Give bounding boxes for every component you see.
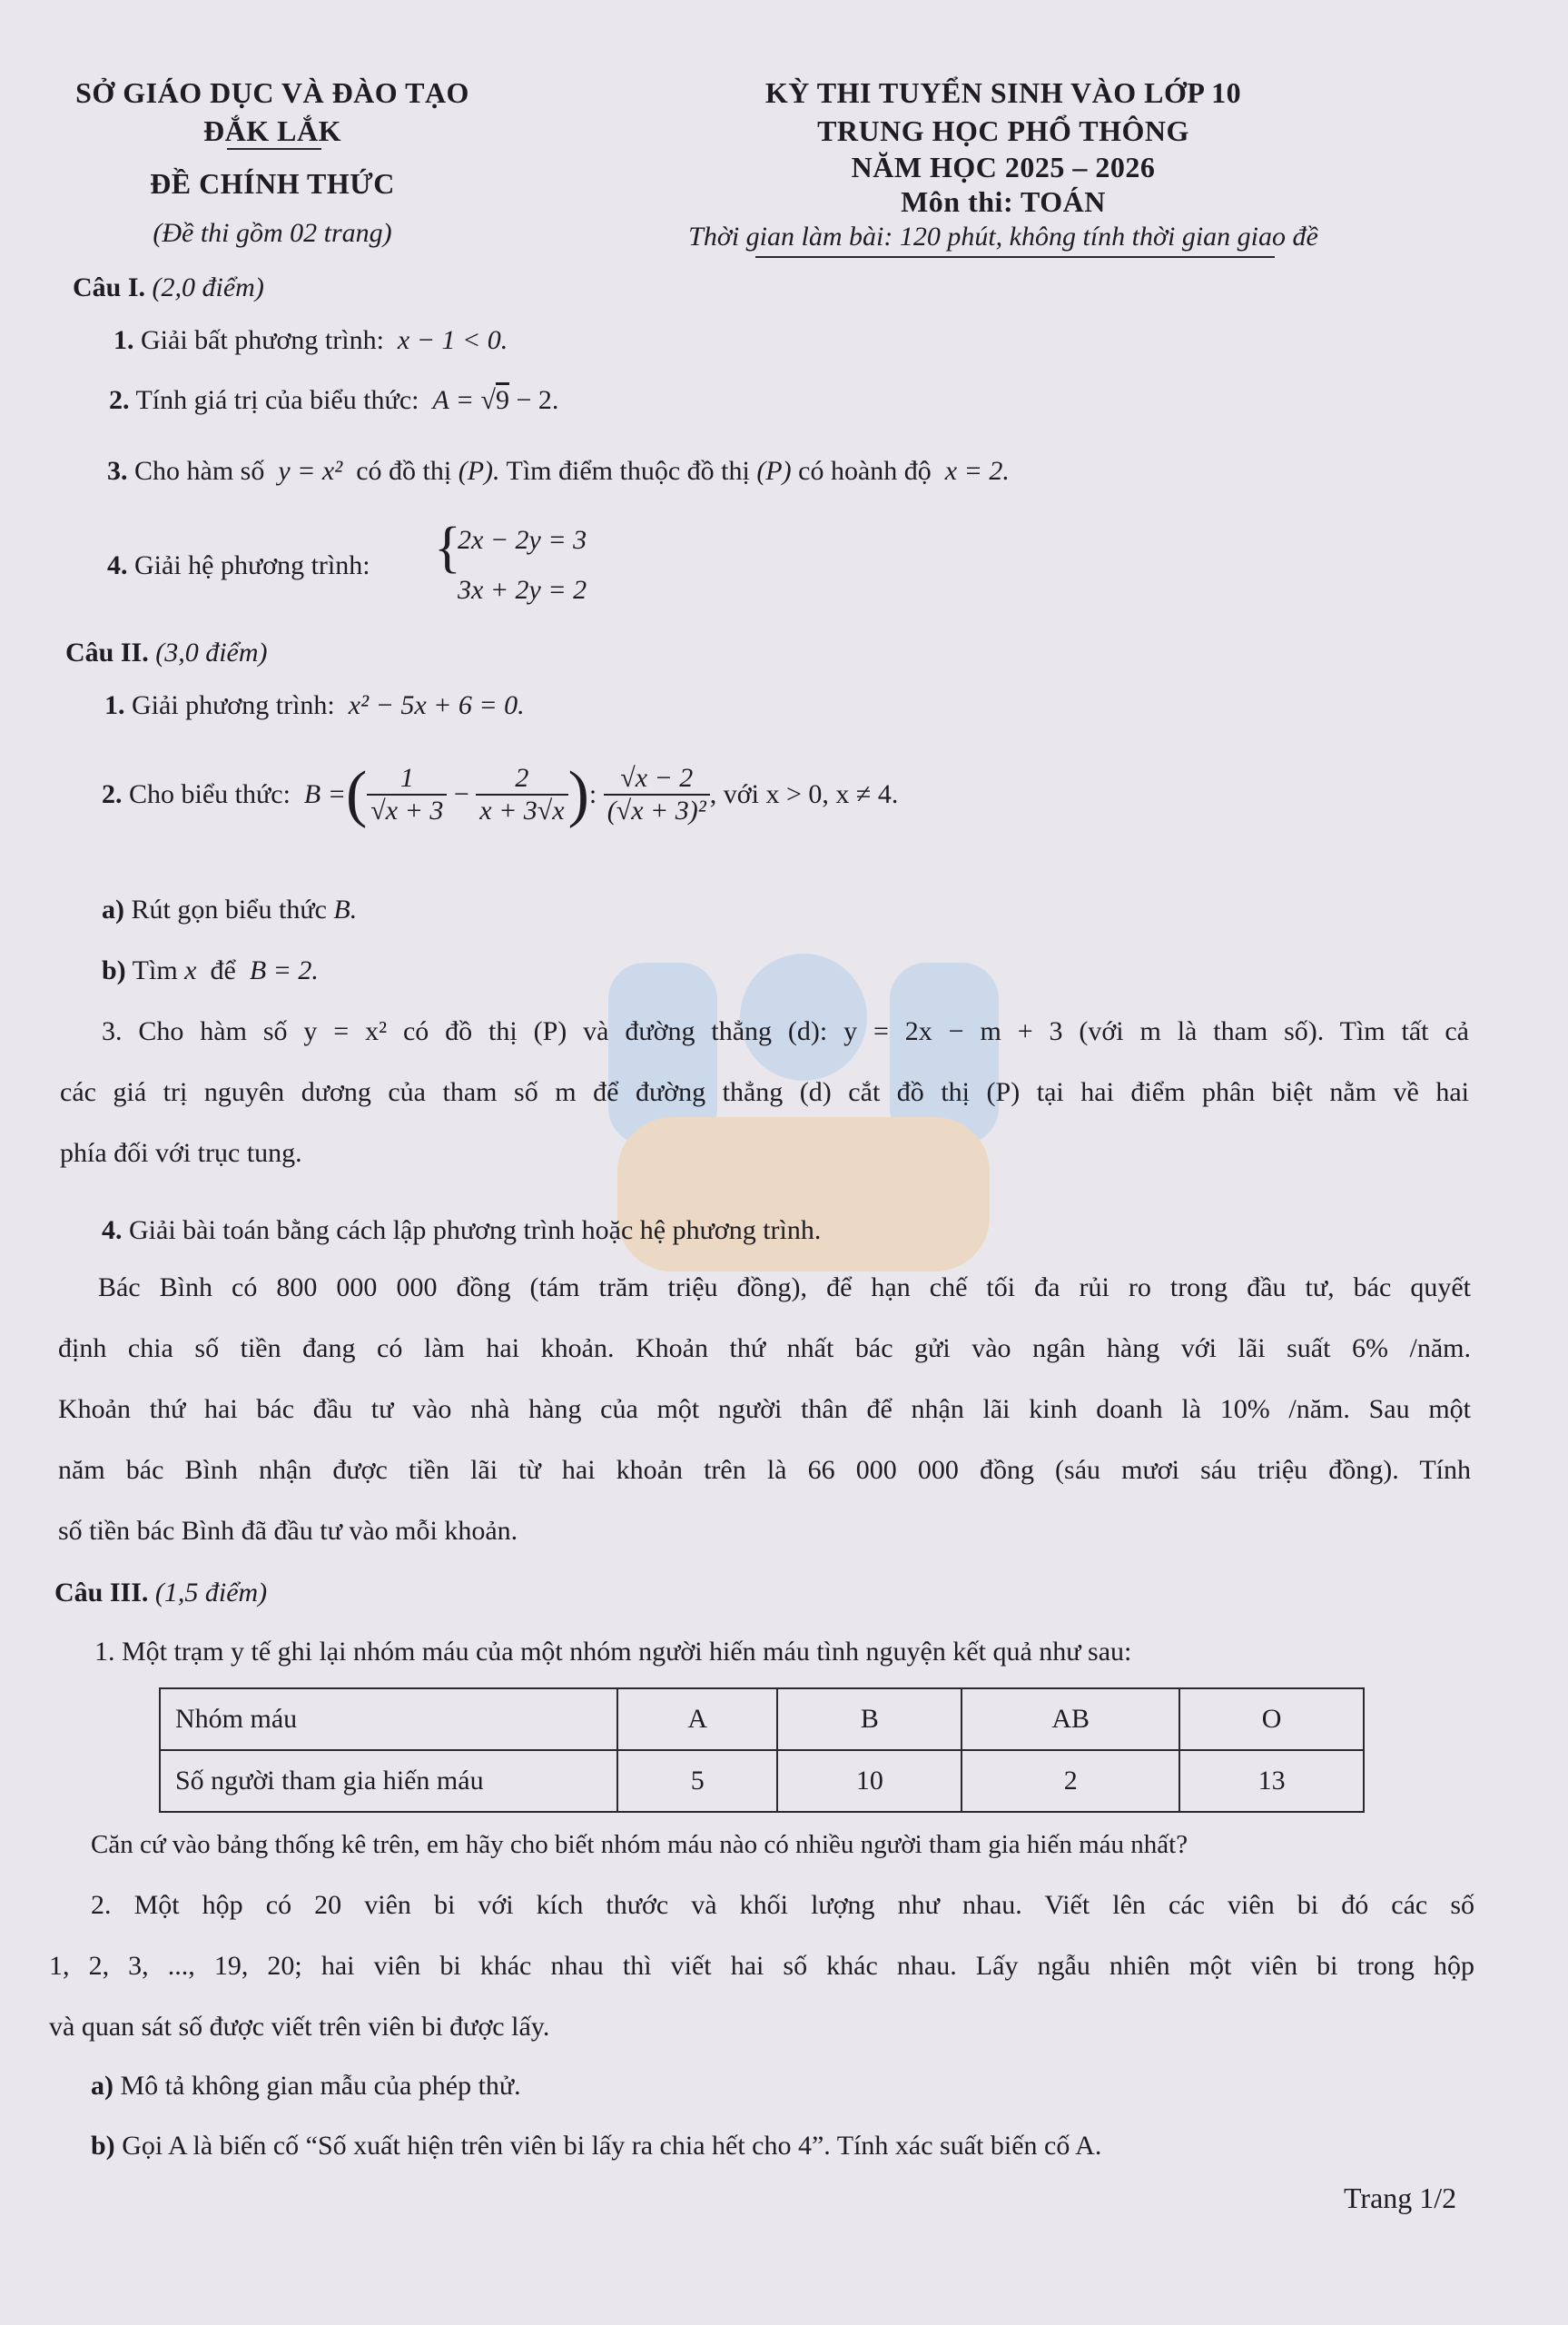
exam-year: NĂM HỌC 2025 – 2026 — [851, 151, 1156, 183]
q3-part1-question: Căn cứ vào bảng thống kê trên, em hãy cho biết nhóm máu nào có nhiều người tham gia hiến máu nhất? — [91, 1830, 1188, 1859]
q3-part2: 2. Một hộp có 20 viên bi với kích thước và khối lượng như nhau. Viết lên các viên bi đó các số 1, 2, 3, ..., 19, 20; hai viên bi khác nhau thì viết hai số khác nhau. Lấy ngẫu nhiên một viên bi trong hộp và quan sát số được viết trên viên bi được lấy. — [49, 1890, 1474, 2042]
dept-name: SỞ GIÁO DỤC VÀ ĐÀO TẠO — [75, 76, 469, 109]
q2-part2b: b) Tìm x để B = 2. — [102, 955, 319, 985]
q1-heading: Câu I. (2,0 điểm) — [73, 272, 264, 302]
system-brace: { — [434, 517, 461, 579]
q2-part1: 1. Giải phương trình: x² − 5x + 6 = 0. — [104, 690, 525, 720]
q1-part1: 1. Giải bất phương trình: x − 1 < 0. — [113, 325, 508, 355]
exam-time: Thời gian làm bài: 120 phút, không tính thời gian giao đề — [688, 222, 1318, 252]
q3-heading: Câu III. (1,5 điểm) — [54, 1578, 268, 1608]
table-cell: B — [777, 1688, 962, 1750]
table-cell: 5 — [617, 1750, 777, 1812]
exam-subject: Môn thi: TOÁN — [901, 185, 1106, 218]
system-eq1: 2x − 2y = 3 — [458, 525, 587, 555]
exam-title: KỲ THI TUYỂN SINH VÀO LỚP 10 — [764, 76, 1242, 109]
province-name: ĐẮK LẮK — [203, 114, 341, 147]
q1-part2: 2. Tính giá trị của biểu thức: A = √9 − 2. — [109, 385, 559, 415]
q2-part4: 4. Giải bài toán bằng cách lập phương trình hoặc hệ phương trình. — [102, 1215, 822, 1245]
table-row — [160, 1750, 1364, 1812]
blood-type-table — [159, 1687, 1365, 1813]
header-underline-right — [755, 256, 1275, 258]
header-underline-left — [227, 148, 321, 150]
system-eq2: 3x + 2y = 2 — [458, 575, 587, 605]
table-cell: 10 — [777, 1750, 962, 1812]
table-cell: Nhóm máu — [160, 1688, 617, 1750]
q2-part4-problem: Bác Bình có 800 000 000 đồng (tám trăm triệu đồng), để hạn chế tối đa rủi ro trong đầu tư, bác quyết định chia số tiền đang có làm hai khoản. Khoản thứ nhất bác gửi vào ngân hàng với lãi suất 6% /năm. Khoản thứ hai bác đầu tư vào nhà hàng của một người thân để nhận lãi kinh doanh là 10% /năm. Sau một năm bác Bình nhận được tiền lãi từ hai khoản trên là 66 000 000 đồng (sáu mươi sáu triệu đồng). Tính số tiền bác Bình đã đầu tư vào mỗi khoản. — [58, 1272, 1471, 1546]
official-label: ĐỀ CHÍNH THỨC — [150, 167, 395, 200]
q2-part2: 2. Cho biểu thức: B = ( $\frac{1}{√x + 3}$ − $\frac{2}{x + 3√x}$ ) : $\frac{√x - 2}{\text{(√x + 3)²}}$ , với x > 0, x ≠ 4. — [102, 759, 899, 829]
exam-level: TRUNG HỌC PHỔ THÔNG — [817, 114, 1189, 147]
q2-part2a: a) Rút gọn biểu thức B. — [102, 895, 358, 925]
table-cell: A — [617, 1688, 777, 1750]
q1-part4: 4. Giải hệ phương trình: — [107, 550, 370, 580]
table-cell: 2 — [962, 1750, 1179, 1812]
q1-part3: 3. Cho hàm số y = x² có đồ thị (P). Tìm điểm thuộc đồ thị (P) có hoành độ x = 2. — [107, 456, 1010, 486]
table-cell: Số người tham gia hiến máu — [160, 1750, 617, 1812]
q3-part2b: b) Gọi A là biến cố “Số xuất hiện trên viên bi lấy ra chia hết cho 4”. Tính xác suất biến cố A. — [91, 2131, 1102, 2161]
q2-heading: Câu II. (3,0 điểm) — [65, 638, 268, 668]
table-cell: O — [1179, 1688, 1364, 1750]
q3-part2a: a) Mô tả không gian mẫu của phép thử. — [91, 2071, 521, 2101]
table-row — [160, 1688, 1364, 1750]
table-cell: AB — [962, 1688, 1179, 1750]
pages-note: (Đề thi gồm 02 trang) — [153, 218, 392, 248]
q3-part1: 1. Một trạm y tế ghi lại nhóm máu của một nhóm người hiến máu tình nguyện kết quả như sau: — [94, 1637, 1132, 1667]
table-cell: 13 — [1179, 1750, 1364, 1812]
q2-part3: 3. Cho hàm số y = x² có đồ thị (P) và đường thẳng (d): y = 2x − m + 3 (với m là tham số). Tìm tất cả các giá trị nguyên dương của tham số m để đường thẳng (d) cắt đồ thị (P) tại hai điểm phân biệt nằm về hai phía đối với trục tung. — [60, 1016, 1469, 1168]
page-number: Trang 1/2 — [1344, 2182, 1457, 2214]
